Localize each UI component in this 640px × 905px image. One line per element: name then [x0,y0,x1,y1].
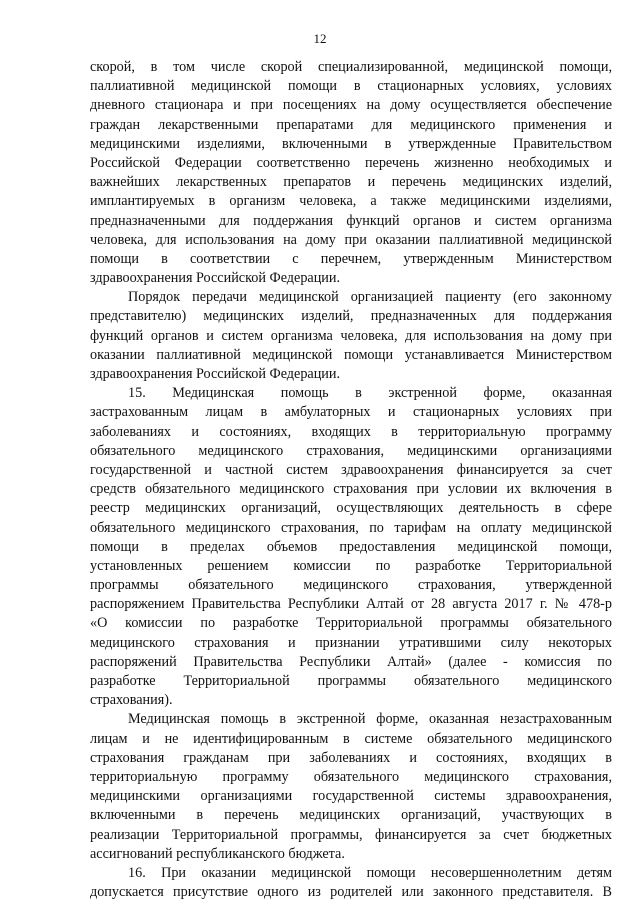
text-line: оказании паллиативной медицинской помощи устанавливается Министерством [90,346,612,363]
text-line: установленных решением комиссии по разработке Территориальной [90,557,612,574]
text-line: важнейших лекарственных препаратов и перечень медицинских изделий, [90,174,612,191]
text-line: программы обязательного медицинского страхования, утвержденной [90,577,612,594]
text-line: помощи в пределах объемов предоставления медицинской помощи, [90,538,612,555]
text-line: реестр медицинских организаций, осуществляющих деятельность в сфере [90,500,612,517]
text-line: средств обязательного медицинского страхования при условии их включения в [90,481,612,498]
text-line: обязательного медицинского страхования, по тарифам на оплату медицинской [90,519,612,536]
text-line: имплантируемых в организм человека, а также медицинскими изделиями, [90,193,612,210]
text-line: распоряжений Правительства Республики Алтай» (далее - комиссия по [90,653,612,670]
text-line: реализации Территориальной программы, финансируется за счет бюджетных [90,826,612,843]
text-line: 15. Медицинская помощь в экстренной форме, оказанная [128,385,612,402]
text-line: допускается присутствие одного из родителей или законного представителя. В [90,884,612,901]
text-line: граждан лекарственными препаратами для медицинского применения и [90,116,612,133]
text-line: разработке Территориальной программы обязательного медицинского [90,673,612,689]
document-body [90,58,612,902]
text-line: представителю) медицинских изделий, предназначенных для поддержания [90,308,612,325]
text-line: Медицинская помощь в экстренной форме, оказанная незастрахованным [128,711,612,728]
text-line: ассигнований республиканского бюджета. [90,845,345,862]
text-line: лицам и не идентифицированным в системе обязательного медицинского [90,730,612,747]
text-line: территориальную программу обязательного медицинского страхования, [90,768,612,785]
text-line: паллиативной медицинской помощи в стационарных условиях, условиях [90,78,612,95]
text-line: Российской Федерации соответственно перечень жизненно необходимых и [90,154,612,171]
text-line: Порядок передачи медицинской организацией пациенту (его законному [128,289,612,306]
text-line: человека, для использования на дому при оказании паллиативной медицинской [90,231,612,248]
text-line: медицинскими организациями государственной системы здравоохранения, [90,788,612,805]
text-line: государственной и частной систем здравоохранения финансируется за счет [90,461,612,478]
text-line: включенными в перечень медицинских организаций, участвующих в [90,807,612,824]
text-line: 16. При оказании медицинской помощи несовершеннолетним детям [128,864,612,881]
page-number: 12 [313,31,327,46]
text-line: «О комиссии по разработке Территориальной программы обязательного [90,615,612,632]
text-line: помощи в соответствии с перечнем, утвержденным Министерством [90,250,612,267]
text-line: страхования). [90,692,173,709]
text-line: страхования гражданам при заболеваниях и состояниях, входящих в [90,749,612,766]
text-line: здравоохранения Российской Федерации. [90,366,341,382]
text-line: дневного стационара и при посещениях на дому осуществляется обеспечение [90,97,612,114]
text-line: медицинскими изделиями, включенными в утвержденные Правительством [90,135,612,152]
text-line: здравоохранения Российской Федерации. [90,270,341,287]
text-line: скорой, в том числе скорой специализированной, медицинской помощи, [90,59,612,75]
text-line: предназначенными для поддержания функций органов и систем организма [90,212,612,229]
text-line: медицинского страхования и признании утратившими силу некоторых [90,634,612,651]
text-line: распоряжением Правительства Республики Алтай от 28 августа 2017 г. № 478-р [90,596,612,613]
text-line: застрахованным лицам в амбулаторных и стационарных условиях при [90,404,612,421]
text-line: обязательного медицинского страхования, медицинскими организациями [90,442,612,459]
text-line: функций органов и систем организма человека, для использования на дому при [90,327,612,344]
text-line: заболеваниях и состояниях, входящих в территориальную программу [90,423,612,440]
